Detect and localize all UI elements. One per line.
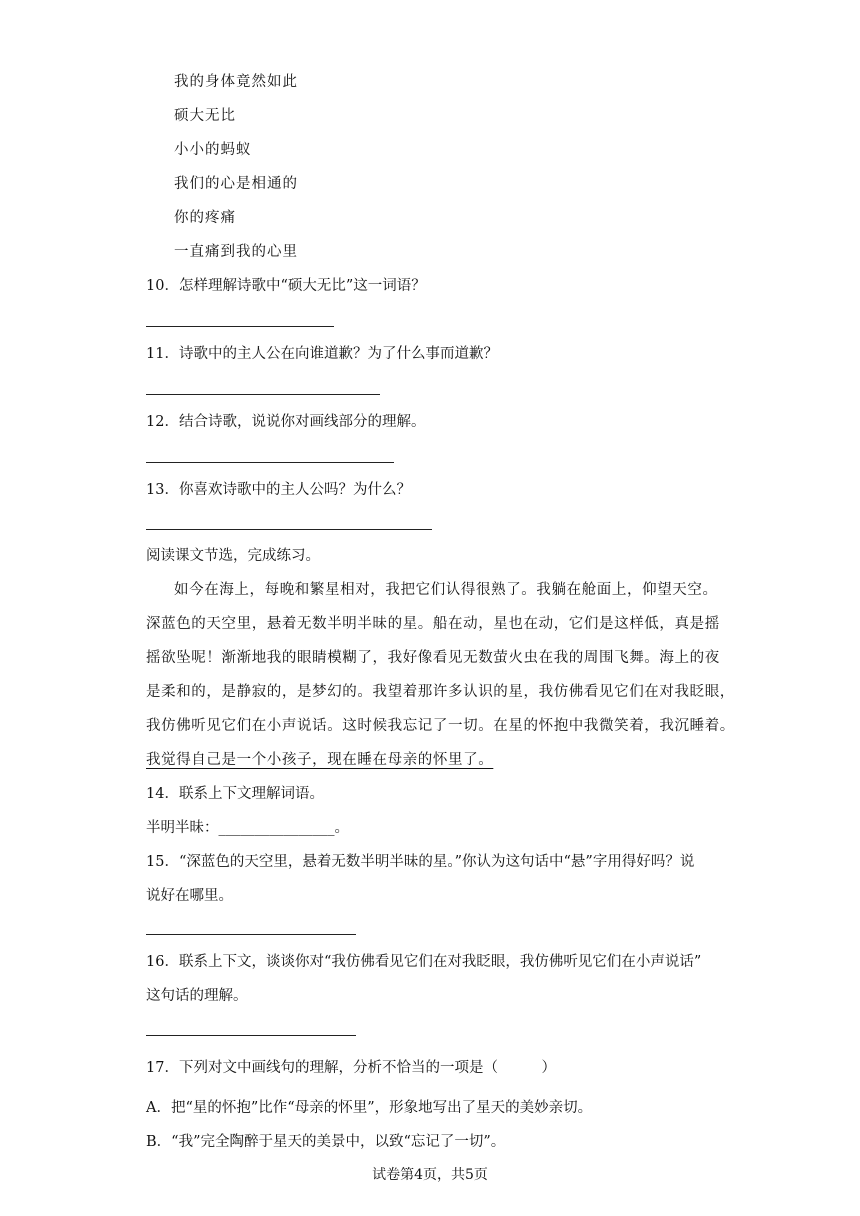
passage-line-2: 深蓝色的天空里，悬着无数半明半昧的星。船在动，星也在动，它们是这样低，真是摇 [146, 616, 720, 632]
question-17: 17．下列对文中画线句的理解，分析不恰当的一项是（ ） [146, 1060, 556, 1076]
option-a[interactable]: A．把“星的怀抱”比作“母亲的怀里”，形象地写出了星天的美妙亲切。 [146, 1100, 593, 1116]
answer-line-12[interactable] [146, 462, 394, 463]
option-b[interactable]: B．“我”完全陶醉于星天的美景中，以致“忘记了一切”。 [146, 1134, 506, 1150]
answer-line-11[interactable] [146, 394, 380, 395]
underlined-sentence: 我觉得自己是一个小孩子，现在睡在母亲的怀里了。 [146, 752, 494, 768]
question-13: 13．你喜欢诗歌中的主人公吗？为什么？ [146, 482, 411, 498]
poem-line-5: 你的疼痛 [174, 210, 236, 226]
question-15-line-2: 说好在哪里。 [146, 888, 233, 904]
passage-line-3: 摇欲坠呢！渐渐地我的眼睛模糊了，我好像看见无数萤火虫在我的周围飞舞。海上的夜 [146, 650, 720, 666]
question-14-term: 半明半昧：________________。 [146, 820, 349, 836]
question-10: 10．怎样理解诗歌中“硕大无比”这一词语？ [146, 278, 426, 294]
answer-line-15[interactable] [146, 934, 356, 935]
question-12: 12．结合诗歌，说说你对画线部分的理解。 [146, 414, 426, 430]
page-footer: 试卷第4页，共5页 [372, 1167, 488, 1183]
poem-line-2: 硕大无比 [174, 108, 236, 124]
answer-line-16[interactable] [146, 1035, 356, 1036]
answer-line-13[interactable] [146, 529, 432, 530]
poem-line-3: 小小的蚂蚁 [174, 142, 252, 158]
passage-line-5: 我仿佛听见它们在小声说话。这时候我忘记了一切。在星的怀抱中我微笑着，我沉睡着。 [146, 718, 735, 734]
question-16-line-1: 16．联系上下文，谈谈你对“我仿佛看见它们在对我眨眼，我仿佛听见它们在小声说话” [146, 954, 702, 970]
poem-line-4: 我们的心是相通的 [174, 176, 298, 192]
question-15-line-1: 15．“深蓝色的天空里，悬着无数半明半昧的星。”你认为这句话中“悬”字用得好吗？说 [146, 854, 695, 870]
reading-instruction: 阅读课文节选，完成练习。 [146, 548, 320, 564]
poem-line-6: 一直痛到我的心里 [174, 244, 298, 260]
question-11: 11．诗歌中的主人公在向谁道歉？为了什么事而道歉？ [146, 346, 498, 362]
answer-line-10[interactable] [146, 326, 334, 327]
question-16-line-2: 这句话的理解。 [146, 988, 248, 1004]
passage-line-1: 如今在海上，每晚和繁星相对，我把它们认得很熟了。我躺在舱面上，仰望天空。 [174, 582, 718, 598]
passage-line-4: 是柔和的，是静寂的，是梦幻的。我望着那许多认识的星，我仿佛看见它们在对我眨眼， [146, 684, 735, 700]
question-14: 14．联系上下文理解词语。 [146, 786, 324, 802]
poem-line-1: 我的身体竟然如此 [174, 74, 298, 90]
